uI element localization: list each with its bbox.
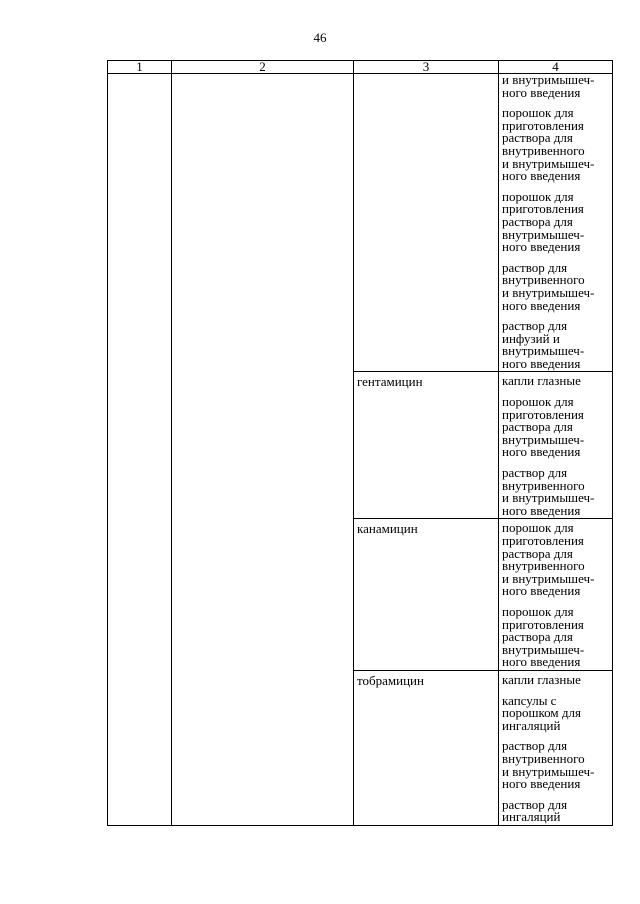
dosage-forms-cell (499, 519, 613, 671)
table-row-continuation (108, 74, 613, 372)
forms-list (499, 372, 612, 518)
dosage-form-item: капсулы с порошком для ингаляций (502, 692, 581, 733)
forms-list (499, 519, 612, 670)
dosage-forms-cell (499, 372, 613, 519)
forms-list (499, 74, 612, 371)
dosage-form-item: раствор для ингаляций (502, 796, 568, 825)
table-cell-col3-continuation (354, 74, 499, 372)
dosage-form-item: раствор для внутривенного и внутримышеч- ного введения (502, 465, 595, 518)
dosage-form-item: раствор для внутривенного и внутримышеч- ного введения (502, 738, 595, 792)
dosage-form-item: порошок для приготовления раствора для внутримышеч- ного введения (502, 394, 585, 460)
dosage-form-item: капли глазные (502, 373, 581, 389)
table-cell-col2 (172, 74, 354, 826)
drug-table (107, 60, 613, 826)
column-header-4: 4 (499, 61, 613, 74)
drug-name-cell (354, 372, 499, 519)
column-header-3: 3 (354, 61, 499, 74)
column-header-1: 1 (108, 61, 172, 74)
drug-name: гентамицин (357, 374, 423, 390)
dosage-form-item: и внутримышеч- ного введения (502, 72, 595, 100)
dosage-form-item: порошок для приготовления раствора для внутривенного и внутримышеч- ного введения (502, 520, 595, 599)
drug-name-cell (354, 670, 499, 825)
dosage-form-item: раствор для инфузий и внутримышеч- ного введения (502, 318, 585, 371)
drug-name: канамицин (357, 521, 418, 537)
page-number: 46 (313, 30, 327, 45)
table-cell-forms-continuation (499, 74, 613, 372)
dosage-form-item: порошок для приготовления раствора для внутривенного и внутримышеч- ного введения (502, 105, 595, 184)
dosage-form-item: порошок для приготовления раствора для внутримышеч- ного введения (502, 603, 585, 670)
dosage-form-item: порошок для приготовления раствора для внутримышеч- ного введения (502, 188, 585, 255)
dosage-form-item: раствор для внутривенного и внутримышеч- ного введения (502, 259, 595, 313)
dosage-form-item: капли глазные (502, 671, 581, 687)
table-cell-col1 (108, 74, 172, 826)
drug-name-cell (354, 519, 499, 671)
dosage-forms-cell (499, 670, 613, 825)
column-header-2: 2 (172, 61, 354, 74)
forms-list (499, 671, 612, 825)
drug-name: тобрамицин (357, 672, 424, 688)
